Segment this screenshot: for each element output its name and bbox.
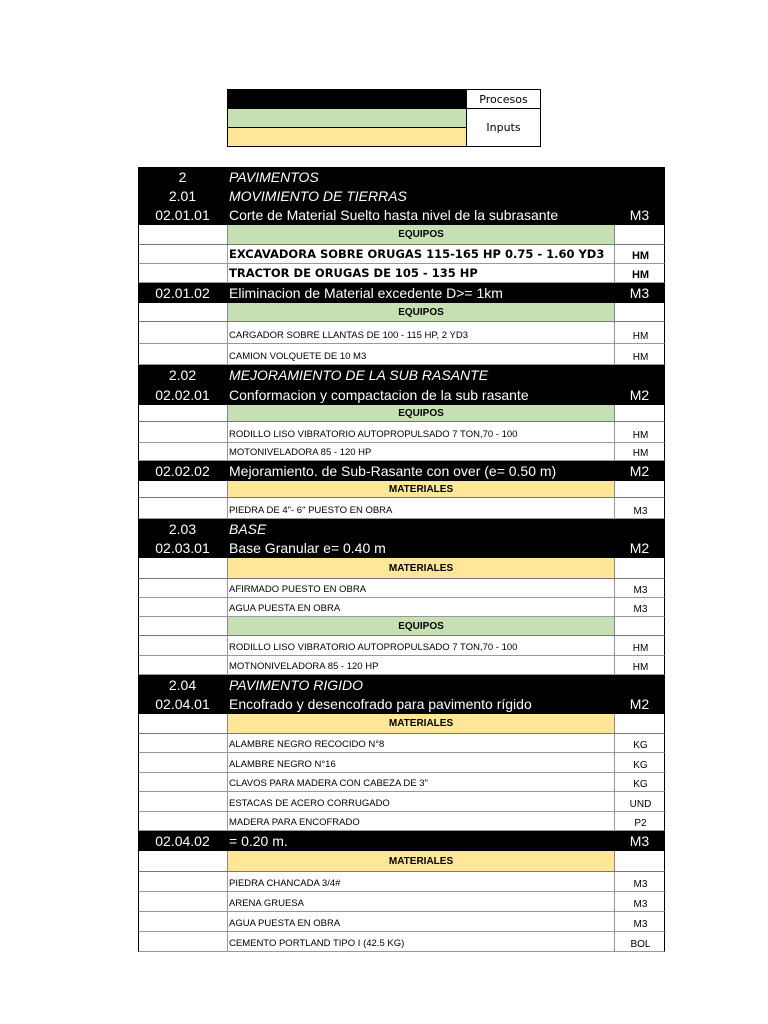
item-description: Base Granular e= 0.40 m: [229, 540, 386, 556]
input-description: AGUA PUESTA EN OBRA: [228, 912, 615, 931]
empty-cell: [139, 912, 228, 931]
empty-cell: [139, 498, 228, 518]
input-row: [138, 245, 665, 264]
empty-cell: [615, 558, 666, 578]
category-row: [138, 365, 665, 385]
input-description: AFIRMADO PUESTO EN OBRA: [228, 579, 615, 597]
empty-cell: [139, 422, 228, 442]
input-description: ALAMBRE NEGRO RECOCIDO N°8: [228, 734, 615, 752]
item-description: Conformacion y compactacion de la sub rasante: [229, 387, 529, 403]
item-description: = 0.20 m.: [229, 833, 288, 849]
item-description: MOVIMIENTO DE TIERRAS: [229, 187, 407, 204]
item-code: 2.04: [168, 676, 197, 693]
input-row: [138, 322, 665, 344]
input-row: [138, 792, 665, 812]
input-row: [138, 753, 665, 773]
empty-cell: [139, 303, 228, 321]
empty-cell: [615, 303, 666, 321]
legend-inputs-label: Inputs: [467, 109, 541, 147]
item-unit: M3: [629, 207, 650, 223]
empty-cell: [139, 714, 228, 733]
input-description: CEMENTO PORTLAND TIPO I (42.5 KG): [228, 932, 615, 951]
item-code: 02.04.02: [155, 833, 210, 849]
input-description: MADERA PARA ENCOFRADO: [228, 812, 615, 830]
input-unit: HM: [632, 331, 649, 342]
input-row: [138, 344, 665, 365]
materials-subheader: [138, 851, 665, 872]
empty-cell: [139, 405, 228, 421]
empty-cell: [139, 753, 228, 772]
item-code: 02.02.01: [155, 387, 210, 403]
item-unit: M2: [629, 463, 650, 479]
budget-sheet: [138, 167, 665, 952]
input-row: [138, 872, 665, 892]
item-code: 02.02.02: [155, 463, 210, 479]
item-header-row: [138, 283, 665, 303]
empty-cell: [139, 443, 228, 460]
item-code: 2.01: [168, 187, 197, 204]
category-row: [138, 186, 665, 205]
input-row: [138, 656, 665, 675]
empty-cell: [139, 617, 228, 635]
empty-cell: [139, 734, 228, 752]
legend-materials-swatch: [228, 128, 467, 147]
input-description: RODILLO LISO VIBRATORIO AUTOPROPULSADO 7 TON,70 - 100: [228, 636, 615, 655]
empty-cell: [139, 656, 228, 674]
item-code: 2.02: [168, 367, 197, 383]
input-row: [138, 912, 665, 932]
empty-cell: [615, 617, 666, 635]
subheader-label: MATERIALES: [228, 851, 615, 871]
materials-subheader: [138, 714, 665, 734]
input-row: [138, 498, 665, 519]
input-row: [138, 734, 665, 753]
input-description: ESTACAS DE ACERO CORRUGADO: [228, 792, 615, 811]
input-row: [138, 598, 665, 617]
item-description: PAVIMENTO RIGIDO: [229, 676, 364, 693]
subheader-label: MATERIALES: [228, 714, 615, 733]
equipment-subheader: [138, 225, 665, 245]
input-description: MOTONIVELADORA 85 - 120 HP: [228, 443, 615, 460]
input-description: RODILLO LISO VIBRATORIO AUTOPROPULSADO 7 TON,70 - 100: [228, 422, 615, 442]
item-description: Encofrado y desencofrado para pavimento rígido: [229, 696, 532, 712]
empty-cell: [139, 812, 228, 830]
input-row: [138, 443, 665, 461]
item-code: 02.01.02: [155, 285, 210, 301]
category-row: [138, 519, 665, 538]
item-description: PAVIMENTOS: [229, 168, 319, 185]
input-description: ARENA GRUESA: [228, 892, 615, 911]
input-unit: HM: [631, 250, 650, 262]
empty-cell: [139, 264, 228, 282]
input-description: CAMION VOLQUETE DE 10 M3: [228, 344, 615, 364]
input-description: CLAVOS PARA MADERA CON CABEZA DE 3": [228, 773, 615, 791]
input-row: [138, 264, 665, 283]
input-unit: M3: [633, 585, 648, 596]
input-row: [138, 636, 665, 656]
equipment-subheader: [138, 405, 665, 422]
empty-cell: [139, 225, 228, 244]
item-description: Corte de Material Suelto hasta nivel de la subrasante: [229, 207, 559, 223]
input-unit: M3: [633, 604, 648, 615]
item-header-row: [138, 205, 665, 225]
input-row: [138, 422, 665, 443]
input-unit: M3: [633, 919, 648, 930]
empty-cell: [139, 892, 228, 911]
input-unit: HM: [631, 269, 650, 281]
item-code: 2: [178, 168, 187, 185]
input-unit: BOL: [630, 939, 651, 950]
input-description: CARGADOR SOBRE LLANTAS DE 100 - 115 HP, 2 YD3: [228, 322, 615, 343]
input-description: ALAMBRE NEGRO N°16: [228, 753, 615, 772]
empty-cell: [139, 792, 228, 811]
input-unit: KG: [633, 779, 648, 790]
item-description: MEJORAMIENTO DE LA SUB RASANTE: [229, 367, 489, 383]
item-code: 02.01.01: [155, 207, 210, 223]
input-unit: P2: [634, 818, 647, 829]
item-code: 02.03.01: [155, 540, 210, 556]
legend-box: [227, 89, 541, 147]
input-row: [138, 892, 665, 912]
empty-cell: [139, 245, 228, 263]
input-row: [138, 812, 665, 831]
empty-cell: [139, 872, 228, 891]
input-description: PIEDRA DE 4"- 6" PUESTO EN OBRA: [228, 498, 615, 518]
input-unit: KG: [633, 760, 648, 771]
empty-cell: [139, 558, 228, 578]
materials-subheader: [138, 558, 665, 579]
input-row: [138, 579, 665, 598]
empty-cell: [615, 225, 666, 244]
item-code: 02.04.01: [155, 696, 210, 712]
input-unit: M3: [633, 506, 648, 517]
item-unit: M2: [629, 696, 650, 712]
category-row: [138, 167, 665, 186]
empty-cell: [139, 932, 228, 951]
item-header-row: [138, 385, 665, 405]
empty-cell: [139, 773, 228, 791]
item-unit: M2: [629, 387, 650, 403]
empty-cell: [139, 579, 228, 597]
category-row: [138, 675, 665, 694]
empty-cell: [139, 481, 228, 497]
equipment-subheader: [138, 617, 665, 636]
item-header-row: [138, 831, 665, 851]
item-header-row: [138, 538, 665, 558]
item-header-row: [138, 461, 665, 481]
subheader-label: MATERIALES: [228, 558, 615, 578]
input-unit: KG: [633, 740, 648, 751]
input-row: [138, 773, 665, 792]
input-description: EXCAVADORA SOBRE ORUGAS 115-165 HP 0.75 - 1.60 YD3: [228, 245, 615, 263]
subheader-label: EQUIPOS: [228, 405, 615, 421]
equipment-subheader: [138, 303, 665, 322]
input-unit: M3: [633, 899, 648, 910]
empty-cell: [615, 481, 666, 497]
input-unit: UND: [629, 799, 652, 810]
subheader-label: EQUIPOS: [228, 303, 615, 321]
empty-cell: [139, 322, 228, 343]
item-unit: M3: [629, 833, 650, 849]
input-unit: HM: [632, 448, 649, 459]
input-unit: HM: [632, 643, 649, 654]
input-description: MOTNONIVELADORA 85 - 120 HP: [228, 656, 615, 674]
legend-equipment-swatch: [228, 109, 467, 128]
empty-cell: [615, 851, 666, 871]
empty-cell: [615, 714, 666, 733]
input-unit: HM: [632, 430, 649, 441]
input-unit: HM: [632, 352, 649, 363]
input-description: PIEDRA CHANCADA 3/4#: [228, 872, 615, 891]
item-unit: M3: [629, 285, 650, 301]
empty-cell: [139, 598, 228, 616]
input-row: [138, 932, 665, 952]
input-description: TRACTOR DE ORUGAS DE 105 - 135 HP: [228, 264, 615, 282]
materials-subheader: [138, 481, 665, 498]
input-unit: M3: [633, 879, 648, 890]
empty-cell: [139, 636, 228, 655]
item-description: Mejoramiento. de Sub-Rasante con over (e= 0.50 m): [229, 463, 557, 479]
empty-cell: [615, 405, 666, 421]
item-description: Eliminacion de Material excedente D>= 1km: [229, 285, 503, 301]
empty-cell: [139, 851, 228, 871]
item-unit: M2: [629, 540, 650, 556]
subheader-label: EQUIPOS: [228, 225, 615, 244]
empty-cell: [139, 344, 228, 364]
item-code: 2.03: [168, 520, 197, 537]
legend-process-swatch: [228, 90, 467, 109]
legend-procesos-label: Procesos: [467, 90, 541, 109]
subheader-label: EQUIPOS: [228, 617, 615, 635]
item-description: BASE: [229, 520, 267, 537]
input-unit: HM: [632, 662, 649, 673]
item-header-row: [138, 694, 665, 714]
input-description: AGUA PUESTA EN OBRA: [228, 598, 615, 616]
subheader-label: MATERIALES: [228, 481, 615, 497]
